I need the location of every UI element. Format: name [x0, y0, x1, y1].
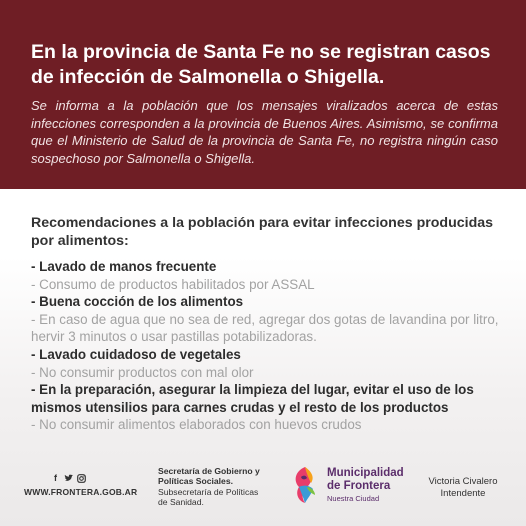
- secretaria-block: [158, 466, 268, 508]
- header-banner: [0, 0, 526, 189]
- intro-paragraph: Se informa a la población que los mensajes viralizados acerca de estas infecciones corresponden a la provincia de Buenos Aires. Asimismo, se confirma que el Ministerio de Salud de la provincia de Santa Fe, no registra ningún caso sospechoso por Salmonella o Shigella.: [31, 98, 498, 166]
- website-link[interactable]: WWW.FRONTERA.GOB.AR: [24, 487, 138, 497]
- secretaria-name: Secretaría de Gobierno y Políticas Sociales.: [158, 466, 260, 487]
- instagram-icon[interactable]: [77, 474, 86, 483]
- recommendation-item: - No consumir alimentos elaborados con huevos crudos: [31, 417, 362, 433]
- recommendation-item: - Lavado de manos frecuente: [31, 259, 217, 274]
- footer-social: [24, 474, 137, 497]
- recommendation-item: - Buena cocción de los alimentos: [31, 294, 244, 310]
- recommendations-section: [31, 214, 501, 434]
- logo-line1: Municipalidad: [327, 467, 404, 479]
- headline: En la provincia de Santa Fe no se registran casos de infección de Salmonella o Shigella.: [31, 41, 491, 88]
- recommendation-item: - En la preparación, asegurar la limpieza del lugar, evitar el uso de los mismos utensilios para carnes crudas y el resto de los productos: [31, 382, 474, 415]
- municipality-logo: [289, 465, 404, 505]
- facebook-icon[interactable]: f: [54, 473, 57, 483]
- logo-line2: de Frontera: [327, 479, 391, 492]
- intendente-block: [422, 476, 504, 500]
- intendente-name: Victoria Civalero: [428, 476, 498, 487]
- municipality-logo-icon: [289, 465, 321, 505]
- recommendation-item: - Consumo de productos habilitados por ASSAL: [31, 276, 315, 292]
- twitter-icon[interactable]: [64, 474, 73, 483]
- subsecretaria-name: Subsecretaría de Políticas de Sanidad.: [158, 486, 259, 508]
- recommendations-title: Recomendaciones a la población para evitar infecciones producidas por alimentos:: [31, 215, 494, 249]
- recommendation-item: - No consumir productos con mal olor: [31, 364, 254, 380]
- intendente-title: Intendente: [440, 488, 486, 499]
- logo-tagline: Nuestra Ciudad: [327, 494, 380, 503]
- social-icons: [24, 474, 86, 483]
- recommendation-item: - Lavado cuidadoso de vegetales: [31, 346, 241, 362]
- recommendation-item: - En caso de agua que no sea de red, agregar dos gotas de lavandina por litro, hervir 3 minutos o usar pastillas potabilizadoras.: [31, 311, 499, 345]
